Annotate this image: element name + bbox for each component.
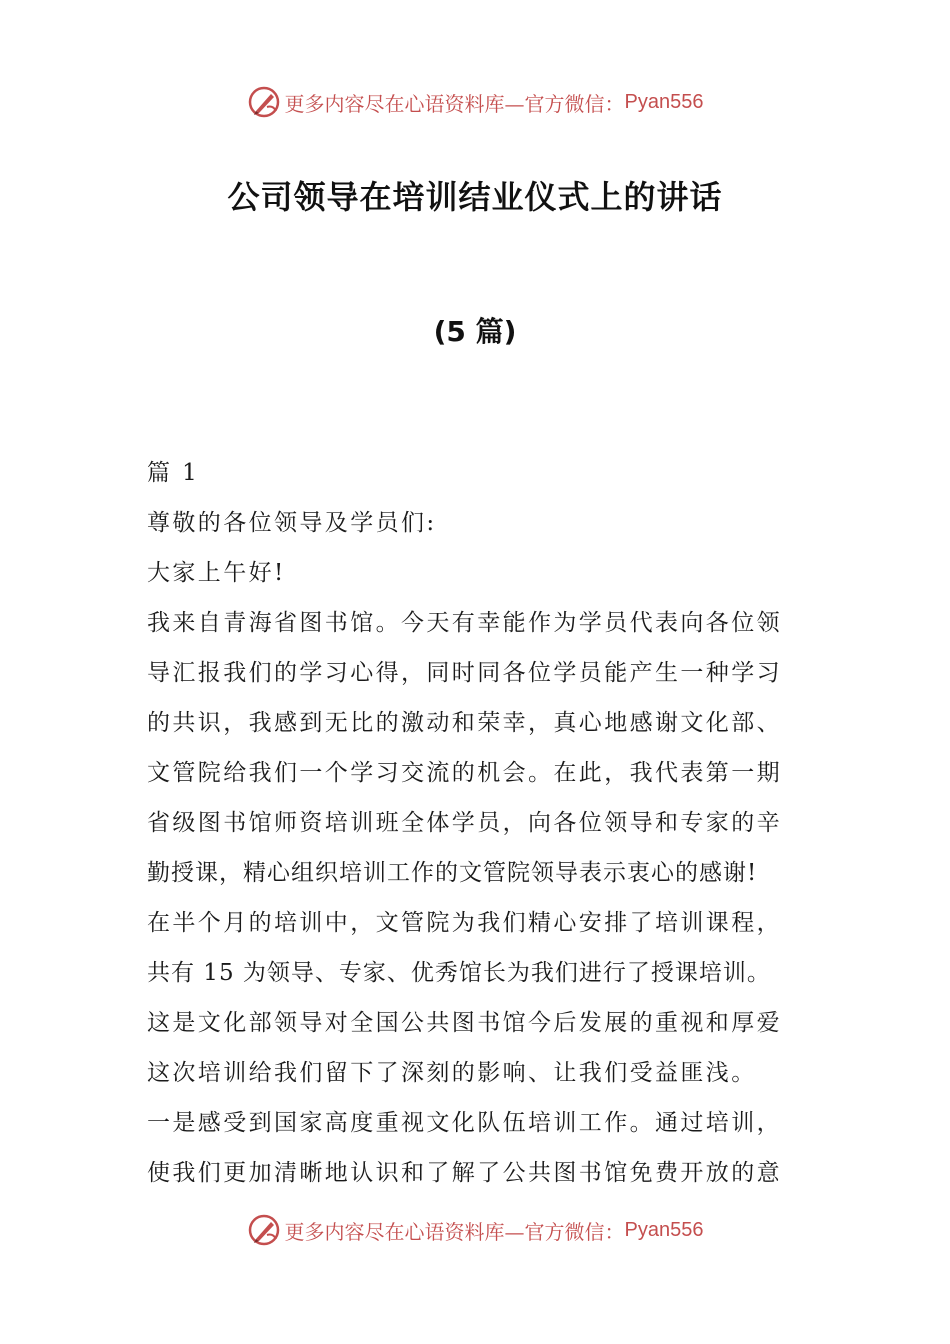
paragraph-line: 勤授课，精心组织培训工作的文管院领导表示衷心的感谢! bbox=[147, 860, 758, 886]
watermark-wechat-id: Pyan556 bbox=[624, 1218, 704, 1241]
paragraph-line: 我来自青海省图书馆。今天有幸能作为学员代表向各位领 bbox=[147, 610, 782, 636]
document-body bbox=[147, 448, 807, 1198]
paragraph-line: 导汇报我们的学习心得，同时同各位学员能产生一种学习 bbox=[147, 660, 782, 686]
paragraph-line: 的共识，我感到无比的激动和荣幸，真心地感谢文化部、 bbox=[147, 710, 782, 736]
header-watermark bbox=[0, 82, 950, 122]
watermark-text: 更多内容尽在心语资料库—官方微信： bbox=[284, 1219, 625, 1244]
paragraph-line: 文管院给我们一个学习交流的机会。在此，我代表第一期 bbox=[147, 760, 782, 786]
paragraph-line: 使我们更加清晰地认识和了解了公共图书馆免费开放的意 bbox=[147, 1160, 782, 1186]
paragraph-line: 这是文化部领导对全国公共图书馆今后发展的重视和厚爱 bbox=[147, 1010, 782, 1036]
paragraph-line: 省级图书馆师资培训班全体学员，向各位领导和专家的辛 bbox=[147, 810, 782, 836]
paragraph-line: 这次培训给我们留下了深刻的影响、让我们受益匪浅。 bbox=[147, 1060, 757, 1086]
document-title: 公司领导在培训结业仪式上的讲话 bbox=[227, 178, 723, 216]
paragraph-line: 共有 15 为领导、专家、优秀馆长为我们进行了授课培训。 bbox=[147, 960, 771, 986]
salutation: 尊敬的各位领导及学员们: bbox=[147, 510, 437, 536]
watermark-text: 更多内容尽在心语资料库—官方微信： bbox=[284, 91, 625, 116]
paragraph-line: 一是感受到国家高度重视文化队伍培训工作。通过培训， bbox=[147, 1110, 782, 1136]
section-heading: 篇 1 bbox=[147, 460, 200, 486]
pen-logo-icon bbox=[247, 1213, 281, 1247]
greeting: 大家上午好! bbox=[147, 560, 286, 586]
footer-watermark bbox=[0, 1210, 950, 1250]
pen-logo-icon bbox=[247, 85, 281, 119]
paragraph-line: 在半个月的培训中，文管院为我们精心安排了培训课程， bbox=[147, 910, 782, 936]
document-subtitle: (5 篇) bbox=[433, 315, 517, 348]
watermark-wechat-id: Pyan556 bbox=[624, 90, 704, 113]
